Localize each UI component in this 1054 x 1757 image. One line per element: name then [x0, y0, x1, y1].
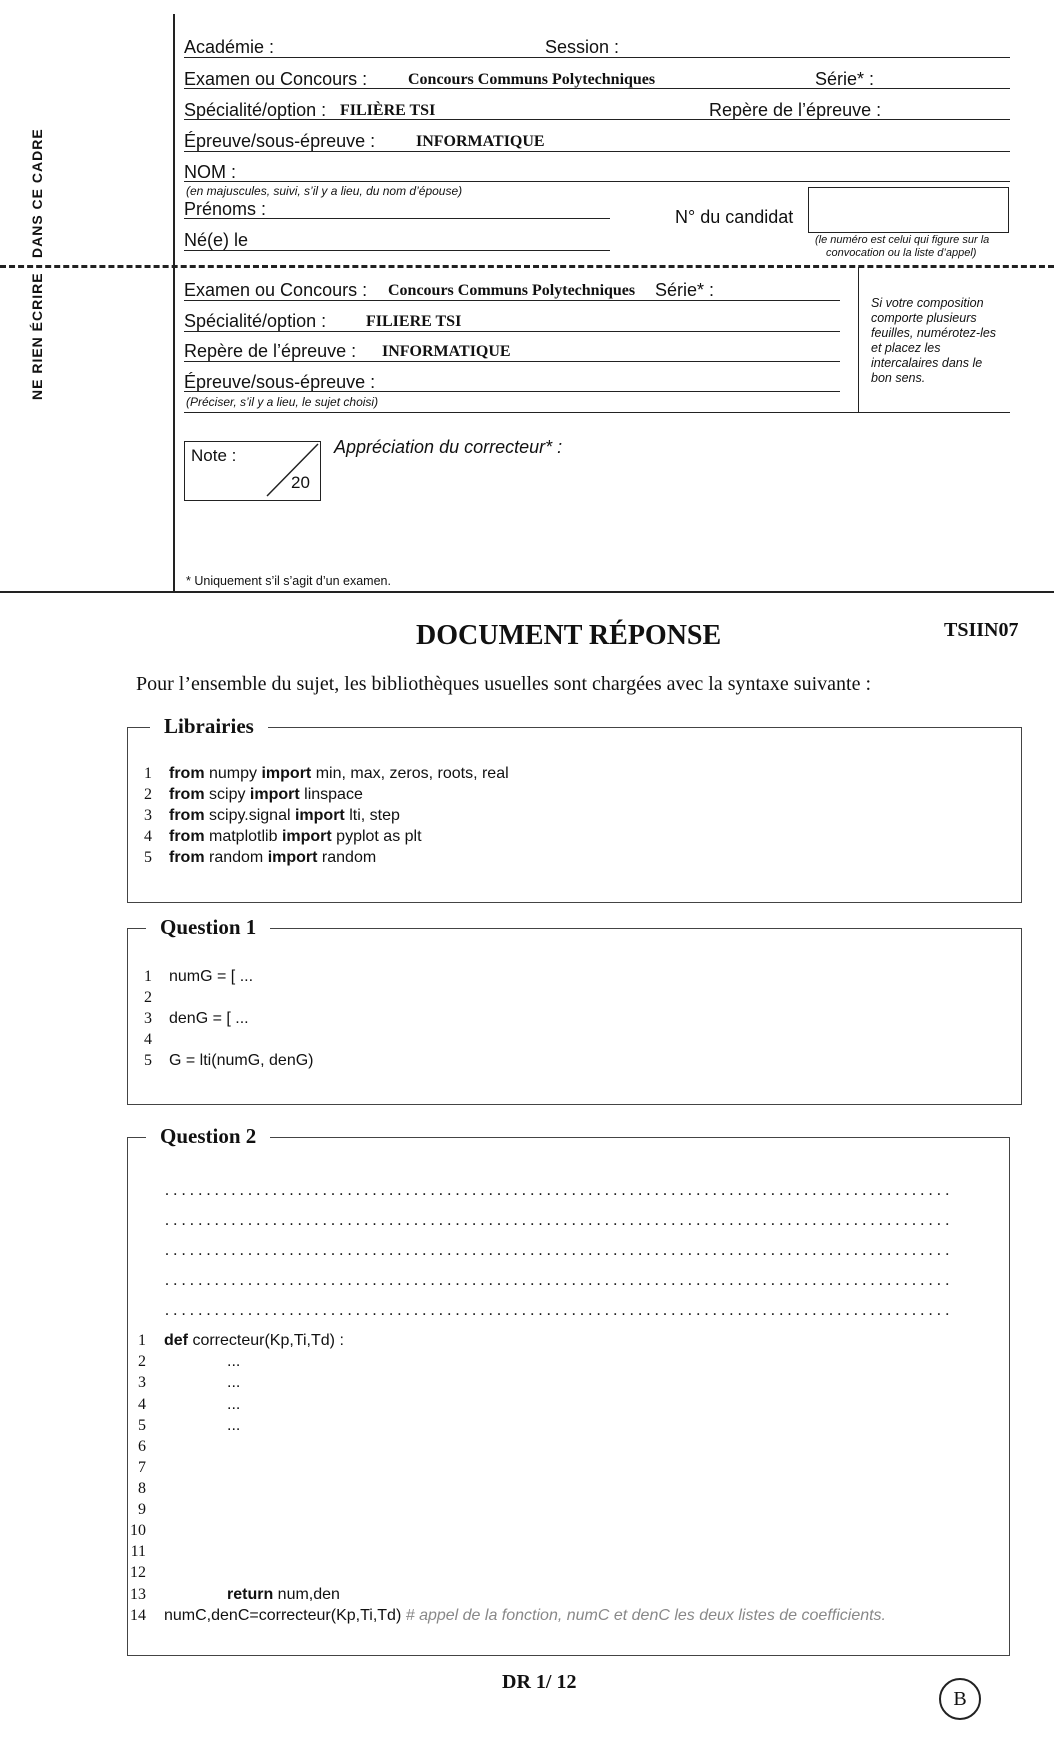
lower-serie-label: Série* : — [655, 280, 715, 300]
examen-label: Examen ou Concours : — [184, 69, 368, 89]
lower-specialite-label: Spécialité/option : — [184, 311, 327, 331]
epreuve-label: Épreuve/sous-épreuve : — [184, 131, 376, 151]
lower-repere-label: Repère de l’épreuve : — [184, 341, 357, 361]
doc-title: DOCUMENT RÉPONSE — [416, 620, 722, 651]
serie-label: Série* : — [815, 69, 875, 89]
note-max: 20 — [291, 473, 310, 492]
candidat-hint-1: (le numéro est celui qui figure sur la — [815, 234, 990, 246]
page-badge: B — [939, 1678, 981, 1720]
nom-label: NOM : — [184, 162, 236, 182]
nele-label: Né(e) le — [184, 230, 249, 250]
question1-box — [127, 928, 1022, 1105]
appreciation-label: Appréciation du correcteur* : — [334, 437, 563, 457]
lower-examen-label: Examen ou Concours : — [184, 280, 368, 300]
note-label: Note : — [191, 446, 237, 465]
doc-code: TSIIN07 — [944, 619, 1019, 641]
page-number: DR 1/ 12 — [502, 1671, 577, 1693]
session-label: Session : — [545, 37, 620, 57]
doc-intro: Pour l’ensemble du sujet, les bibliothèques usuelles sont chargées avec la syntaxe suivante : — [136, 673, 872, 695]
lower-epreuve-label: Épreuve/sous-épreuve : — [184, 372, 376, 392]
candidat-label: N° du candidat — [675, 207, 794, 227]
note-side-text: Si votre composition comporte plusieurs feuilles, numérotez-les et placez les intercalaires dans le bon sens. — [871, 296, 997, 385]
question2-title: Question 2 — [146, 1124, 270, 1149]
side-text-ne-rien-ecrire: NE RIEN ÉCRIRE — [29, 272, 45, 400]
specialite-value: FILIÈRE TSI — [340, 102, 436, 119]
candidat-number-box[interactable] — [808, 187, 1009, 233]
nom-hint: (en majuscules, suivi, s’il y a lieu, du nom d’épouse) — [186, 184, 463, 198]
q2-def-line: def correcteur(Kp,Ti,Td) : — [164, 1332, 344, 1349]
specialite-label: Spécialité/option : — [184, 100, 327, 120]
q2-call-line: numC,denC=correcteur(Kp,Ti,Td) # appel de la fonction, numC et denC les deux listes de coefficients. — [164, 1607, 886, 1624]
footnote: * Uniquement s’il s’agit d’un examen. — [186, 574, 391, 588]
q2-return-line: return num,den — [227, 1586, 340, 1603]
candidat-hint-2: convocation ou la liste d’appel) — [826, 247, 977, 259]
examen-value: Concours Communs Polytechniques — [408, 71, 656, 88]
q1-line-denG: denG = [ ... — [169, 1010, 249, 1027]
q1-line-numG: numG = [ ... — [169, 968, 254, 985]
q1-line-lti: G = lti(numG, denG) — [169, 1052, 314, 1069]
side-text-dans-ce-cadre: DANS CE CADRE — [29, 128, 45, 258]
lower-specialite-value: FILIERE TSI — [366, 313, 462, 330]
academie-label: Académie : — [184, 37, 275, 57]
lower-examen-value: Concours Communs Polytechniques — [388, 282, 636, 299]
epreuve-value: INFORMATIQUE — [416, 133, 545, 150]
note-box — [184, 441, 321, 501]
q2-comment: # appel de la fonction, numC et denC les deux listes de coefficients. — [405, 1607, 886, 1624]
question1-title: Question 1 — [146, 915, 270, 940]
dashed-separator — [0, 265, 1054, 268]
repere-label: Repère de l’épreuve : — [709, 100, 882, 120]
lower-epreuve-hint: (Préciser, s’il y a lieu, le sujet choisi) — [186, 395, 379, 409]
prenoms-label: Prénoms : — [184, 199, 267, 219]
librairies-title: Librairies — [150, 714, 268, 739]
lower-repere-value: INFORMATIQUE — [382, 343, 511, 360]
